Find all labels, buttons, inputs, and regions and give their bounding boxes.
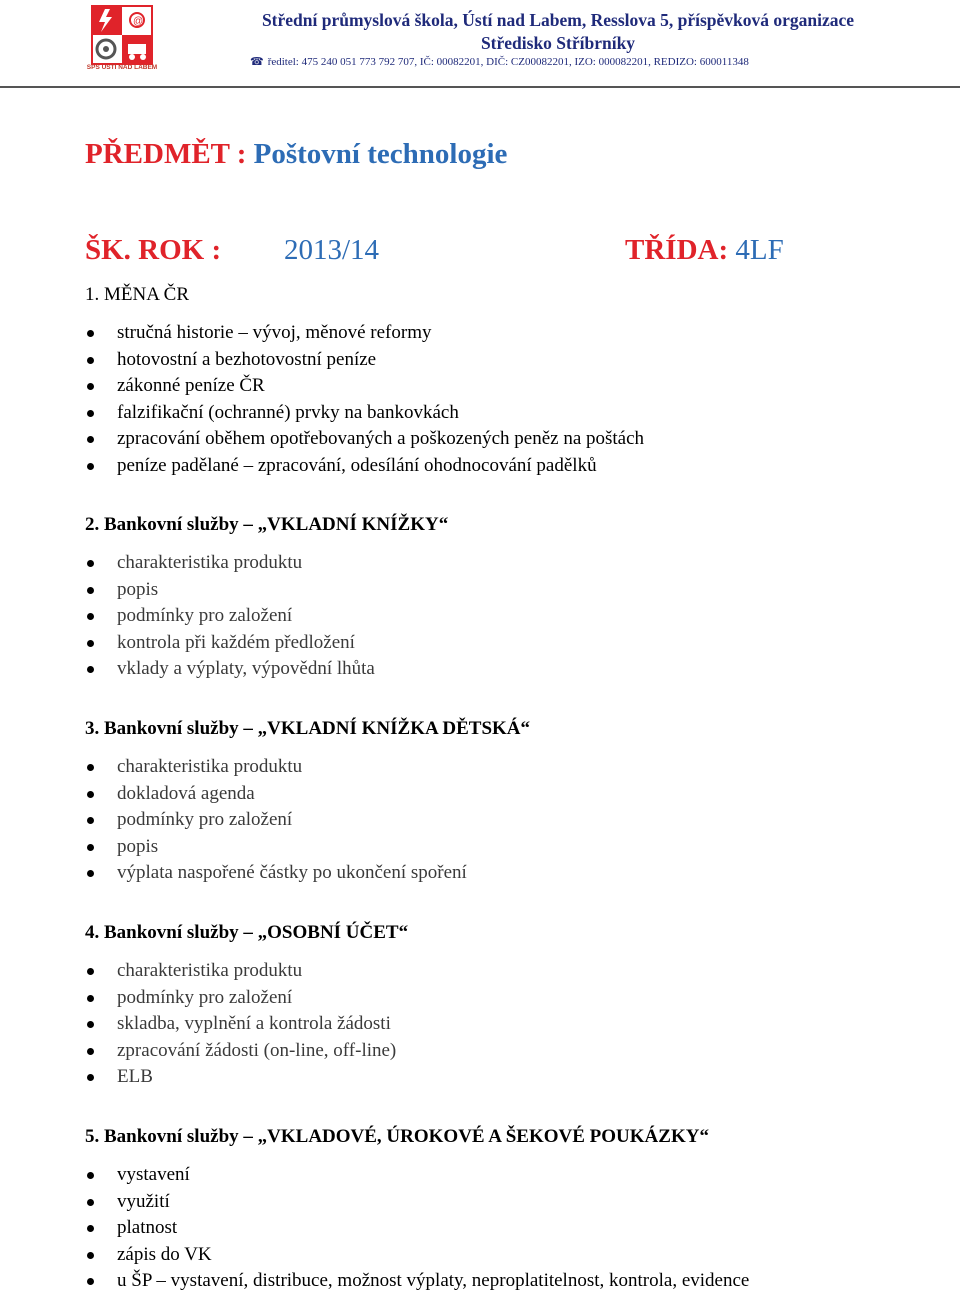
section-title: 2. Bankovní služby – „VKLADNÍ KNÍŽKY“ — [85, 514, 449, 535]
bullet-icon — [87, 613, 94, 620]
bullet-icon — [87, 330, 94, 337]
bullet-icon — [87, 968, 94, 975]
bullet-icon — [87, 870, 94, 877]
bullet-icon — [87, 587, 94, 594]
bullet-icon — [87, 640, 94, 647]
list-item: peníze padělané – zpracování, odesílání ohodnocování padělků — [85, 453, 885, 480]
bullet-icon — [87, 357, 94, 364]
bullet-icon — [87, 463, 94, 470]
bullet-icon — [87, 666, 94, 673]
bullet-icon — [87, 1252, 94, 1259]
list-item: vklady a výplaty, výpovědní lhůta — [85, 656, 885, 683]
list-item: zákonné peníze ČR — [85, 373, 885, 400]
class-field — [625, 234, 784, 267]
list-item: podmínky pro založení — [85, 603, 885, 630]
list-item: popis — [85, 834, 885, 861]
section-title: 5. Bankovní služby – „VKLADOVÉ, ÚROKOVÉ A ŠEKOVÉ POUKÁZKY“ — [85, 1126, 709, 1147]
school-name: Střední průmyslová škola, Ústí nad Labem, Resslova 5, příspěvková organizace — [261, 10, 855, 30]
list-item: zpracování oběhem opotřebovaných a poškozených peněz na poštách — [85, 426, 885, 453]
letterhead — [0, 0, 960, 92]
bullet-icon — [87, 995, 94, 1002]
list-item: falzifikační (ochranné) prvky na bankovkách — [85, 400, 885, 427]
bullet-icon — [87, 791, 94, 798]
list-item: zápis do VK — [85, 1242, 885, 1269]
list-item: charakteristika produktu — [85, 754, 885, 781]
topic-list — [85, 958, 885, 1091]
section-title: 3. Bankovní služby – „VKLADNÍ KNÍŽKA DĚTSKÁ“ — [85, 718, 531, 739]
class-value: 4LF — [735, 234, 784, 266]
section-vkladni-knizky — [85, 514, 885, 683]
topic-list — [85, 754, 885, 887]
bullet-icon — [87, 383, 94, 390]
list-item: podmínky pro založení — [85, 985, 885, 1012]
list-item: platnost — [85, 1215, 885, 1242]
bullet-icon — [87, 764, 94, 771]
section-poukazky — [85, 1126, 885, 1295]
section-title: 1. MĚNA ČR — [85, 284, 189, 305]
bullet-icon — [87, 410, 94, 417]
class-label: TŘÍDA: — [625, 234, 729, 266]
logo-caption: SPŠ ÚSTÍ NAD LABEM — [86, 64, 158, 71]
phone-icon: ☎ — [250, 56, 264, 68]
school-year-label: ŠK. ROK : — [85, 234, 222, 266]
school-year-value: 2013/14 — [284, 234, 380, 266]
bullet-icon — [87, 1225, 94, 1232]
list-item: ELB — [85, 1064, 885, 1091]
bullet-icon — [87, 1021, 94, 1028]
list-item: zpracování žádosti (on-line, off-line) — [85, 1038, 885, 1065]
list-item: vystavení — [85, 1162, 885, 1189]
topic-list — [85, 550, 885, 683]
topic-list — [85, 320, 885, 479]
contact-text: ředitel: 475 240 051 773 792 707, IČ: 00082201, DIČ: CZ00082201, IZO: 000082201, REDIZO: 600011348 — [267, 56, 749, 68]
bullet-icon — [87, 560, 94, 567]
subject-label: PŘEDMĚT : — [85, 138, 247, 170]
list-item: využití — [85, 1189, 885, 1216]
list-item: podmínky pro založení — [85, 807, 885, 834]
bullet-icon — [87, 1048, 94, 1055]
section-osobni-ucet — [85, 922, 885, 1091]
list-item: skladba, vyplnění a kontrola žádosti — [85, 1011, 885, 1038]
section-vkladni-knizka-detska — [85, 718, 885, 887]
contact-line — [250, 55, 749, 68]
list-item: stručná historie – vývoj, měnové reformy — [85, 320, 885, 347]
list-item: kontrola při každém předložení — [85, 630, 885, 657]
center-name: Středisko Stříbrníky — [480, 33, 636, 53]
svg-text:@: @ — [133, 16, 144, 27]
section-title: 4. Bankovní služby – „OSOBNÍ ÚČET“ — [85, 922, 409, 943]
bullet-icon — [87, 817, 94, 824]
bullet-icon — [87, 844, 94, 851]
header-divider — [0, 86, 960, 88]
list-item: u ŠP – vystavení, distribuce, možnost výplaty, neproplatitelnost, kontrola, evidence — [85, 1268, 885, 1295]
bullet-icon — [87, 1199, 94, 1206]
section-mena-cr — [85, 284, 885, 479]
list-item: hotovostní a bezhotovostní peníze — [85, 347, 885, 374]
list-item: dokladová agenda — [85, 781, 885, 808]
subject-heading — [85, 138, 507, 171]
list-item: popis — [85, 577, 885, 604]
list-item: výplata naspořené částky po ukončení spoření — [85, 860, 885, 887]
bullet-icon — [87, 1278, 94, 1285]
topic-list — [85, 1162, 885, 1295]
bullet-icon — [87, 1074, 94, 1081]
list-item: charakteristika produktu — [85, 550, 885, 577]
bullet-icon — [87, 436, 94, 443]
subject-value: Poštovní technologie — [253, 138, 508, 170]
school-year-row — [85, 234, 805, 267]
bullet-icon — [87, 1172, 94, 1179]
list-item: charakteristika produktu — [85, 958, 885, 985]
